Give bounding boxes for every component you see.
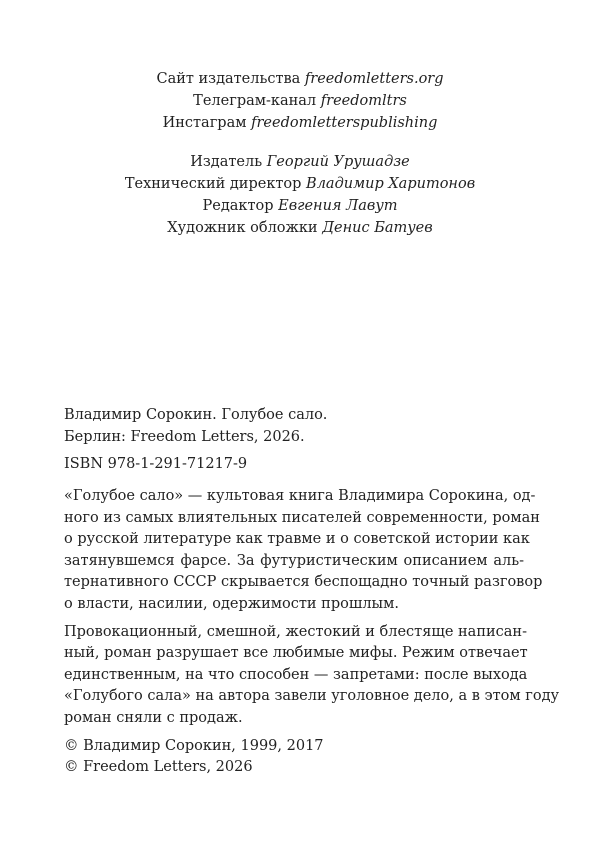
annotation-line: затянувшемся фарсе. За футуристическим описанием аль-	[64, 552, 524, 569]
credit-role: Издатель	[190, 154, 263, 170]
credit-name: Денис Батуев	[322, 220, 433, 236]
credit-name: Евгения Лавут	[278, 198, 398, 214]
credit-name: Владимир Харитонов	[306, 176, 476, 192]
contact-instagram-handle[interactable]: freedomletterspublishing	[251, 115, 438, 131]
copyright-author: © Владимир Сорокин, 1999, 2017	[64, 737, 324, 754]
annotation-line: ного из самых влиятельных писателей современности, роман	[64, 509, 540, 526]
credit-technical-director	[0, 173, 600, 195]
contact-website-label: Сайт издательства	[156, 71, 301, 87]
contact-telegram-handle[interactable]: freedomltrs	[320, 93, 407, 109]
annotation-line: о власти, насилии, одержимости прошлым.	[64, 595, 399, 612]
contact-website-link[interactable]: freedomletters.org	[304, 71, 444, 87]
annotation	[64, 486, 560, 779]
isbn: ISBN 978-1-291-71217-9	[64, 456, 248, 473]
annotation-line: тернативного СССР скрывается беспощадно точный разговор	[64, 574, 543, 591]
contact-instagram-label: Инстаграм	[162, 115, 247, 131]
annotation-line: ный, роман разрушает все любимые мифы. Режим отвечает	[64, 645, 528, 662]
credit-role: Технический директор	[124, 176, 302, 192]
contact-instagram	[0, 112, 600, 134]
annotation-line: единственным, на что способен — запретами: после выхода	[64, 666, 528, 683]
credit-cover-artist	[0, 217, 600, 239]
biblio-title-line: Владимир Сорокин. Голубое сало.	[64, 407, 328, 423]
biblio-publisher-line: Берлин: Freedom Letters, 2026.	[64, 428, 305, 445]
copyright-publisher: © Freedom Letters, 2026	[64, 759, 253, 776]
publishing-credits	[0, 151, 600, 239]
annotation-line: «Голубое сало» — культовая книга Владимира Сорокина, од-	[64, 488, 536, 504]
copyright-notice	[64, 736, 524, 779]
publisher-contacts	[0, 68, 600, 134]
annotation-line: роман сняли с продаж.	[64, 709, 243, 726]
annotation-line: «Голубого сала» на автора завели уголовное дело, а в этом году	[64, 688, 560, 705]
annotation-paragraph-2	[64, 622, 560, 730]
annotation-paragraph-1	[64, 486, 543, 616]
annotation-line: Провокационный, смешной, жестокий и блестяще написан-	[64, 623, 527, 640]
contact-telegram-label: Телеграм-канал	[193, 93, 317, 109]
credit-publisher	[0, 151, 600, 173]
bibliographic-record	[64, 405, 524, 476]
credit-role: Художник обложки	[167, 220, 318, 236]
credit-role: Редактор	[202, 198, 274, 214]
annotation-line: о русской литературе как травме и о советской истории как	[64, 531, 530, 548]
credit-editor	[0, 195, 600, 217]
credit-name: Георгий Урушадзе	[266, 154, 410, 170]
contact-website	[0, 68, 600, 90]
contact-telegram	[0, 90, 600, 112]
